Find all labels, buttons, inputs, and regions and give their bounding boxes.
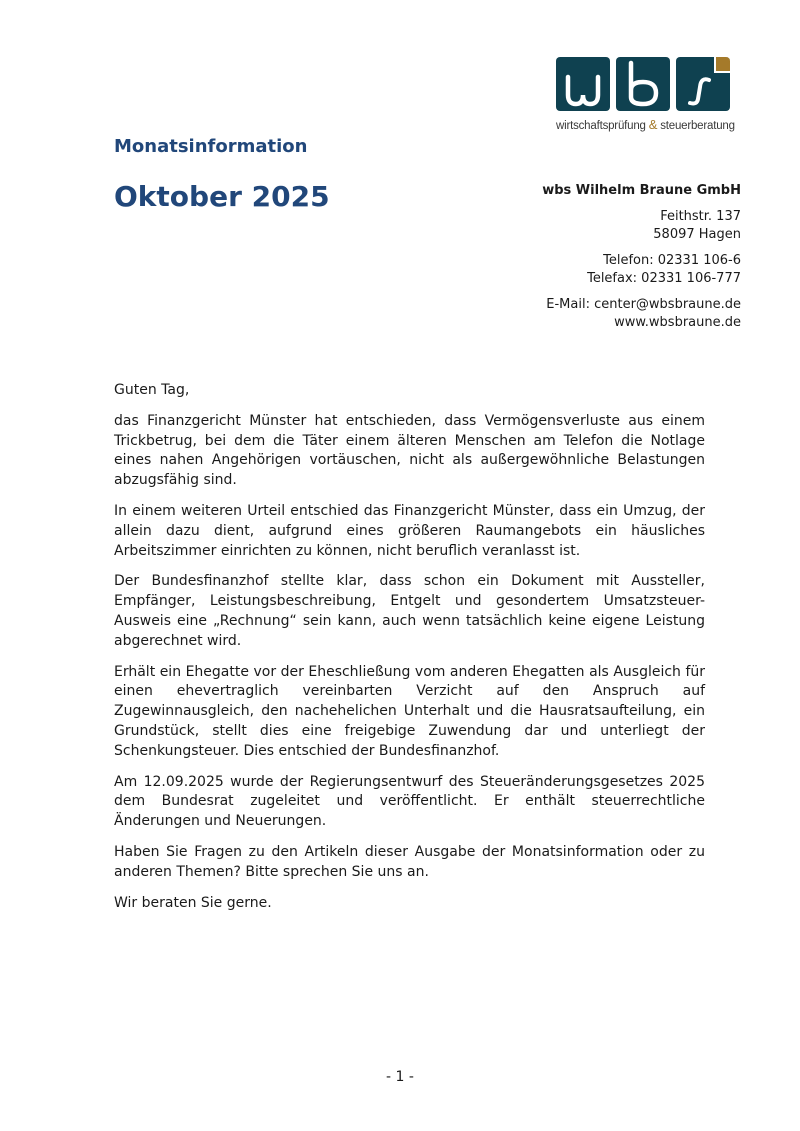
tagline-ampersand: &	[648, 117, 658, 132]
paragraph-gift-tax: Erhält ein Ehegatte vor der Eheschließung vom anderen Ehegatten als Ausgleich für einen ehevertraglich vereinbarten Verzicht auf den Anspruch auf Zugewinnausgleich, den nachehelichen Unterhalt und die Hausratsaufteilung, ein Grundstück, stellt dies eine freigebige Zuwendung dar und unterliegt der Schenkungsteuer. Dies entschied der Bundesfinanzhof.	[114, 663, 705, 759]
logo-letter-w-icon	[556, 57, 610, 111]
page-number: - 1 -	[386, 1069, 414, 1085]
sender-phone-block	[542, 252, 741, 288]
sender-company: wbs Wilhelm Braune GmbH	[542, 183, 741, 198]
closing: Wir beraten Sie gerne.	[114, 894, 272, 911]
paragraph-fraud-losses: das Finanzgericht Münster hat entschieden, dass Vermögensverluste aus einem Trickbetrug, bei dem die Täter einem älteren Menschen am Telefon die Notlage eines nahen Angehörigen vortäuschen, nicht als außergewöhnliche Belastungen abzugsfähig sind.	[114, 412, 705, 489]
greeting: Guten Tag,	[114, 382, 190, 398]
sender-website[interactable]: www.wbsbraune.de	[614, 315, 741, 330]
paragraph-questions: Haben Sie Fragen zu den Artikeln dieser Ausgabe der Monatsinformation oder zu anderen Themen? Bitte sprechen Sie uns an.	[114, 843, 705, 880]
paragraph-relocation: In einem weiteren Urteil entschied das Finanzgericht Münster, dass ein Umzug, der allein dazu dient, aufgrund eines größeren Raumangebots ein häusliches Arbeitszimmer einrichten zu können, nicht beruflich veranlasst ist.	[114, 502, 705, 559]
logo-boxes	[556, 57, 738, 111]
tagline-left: wirtschaftsprüfung	[556, 120, 646, 132]
letter-body	[114, 381, 705, 924]
paragraph-tax-amendment: Am 12.09.2025 wurde der Regierungsentwurf des Steueränderungsgesetzes 2025 dem Bundesrat zugeleitet und veröffentlicht. Er enthält steuerrechtliche Änderungen und Neuerungen.	[114, 773, 705, 830]
sender-city: 58097 Hagen	[653, 227, 741, 242]
sender-postal-address	[542, 208, 741, 244]
document-kind-title: Monatsinformation	[114, 136, 308, 157]
paragraph-invoice: Der Bundesfinanzhof stellte klar, dass schon ein Dokument mit Aussteller, Empfänger, Leistungsbeschreibung, Entgelt und gesondertem Umsatzsteuer-Ausweis eine „Rechnung“ sein kann, auch wenn tatsächlich keine eigene Leistung abgerechnet wird.	[114, 573, 705, 649]
sender-fax: Telefax: 02331 106-777	[587, 271, 741, 286]
logo-letter-s-icon	[676, 57, 730, 111]
sender-street: Feithstr. 137	[660, 209, 741, 224]
company-logo	[556, 57, 738, 132]
tagline-right: steuerberatung	[660, 120, 735, 132]
sender-email[interactable]: E-Mail: center@wbsbraune.de	[546, 297, 741, 312]
logo-tagline	[556, 117, 738, 132]
sender-phone: Telefon: 02331 106-6	[603, 253, 741, 268]
document-month-title: Oktober 2025	[114, 180, 330, 213]
sender-address-block	[542, 182, 741, 340]
logo-letter-b-icon	[616, 57, 670, 111]
sender-online-block	[542, 296, 741, 332]
